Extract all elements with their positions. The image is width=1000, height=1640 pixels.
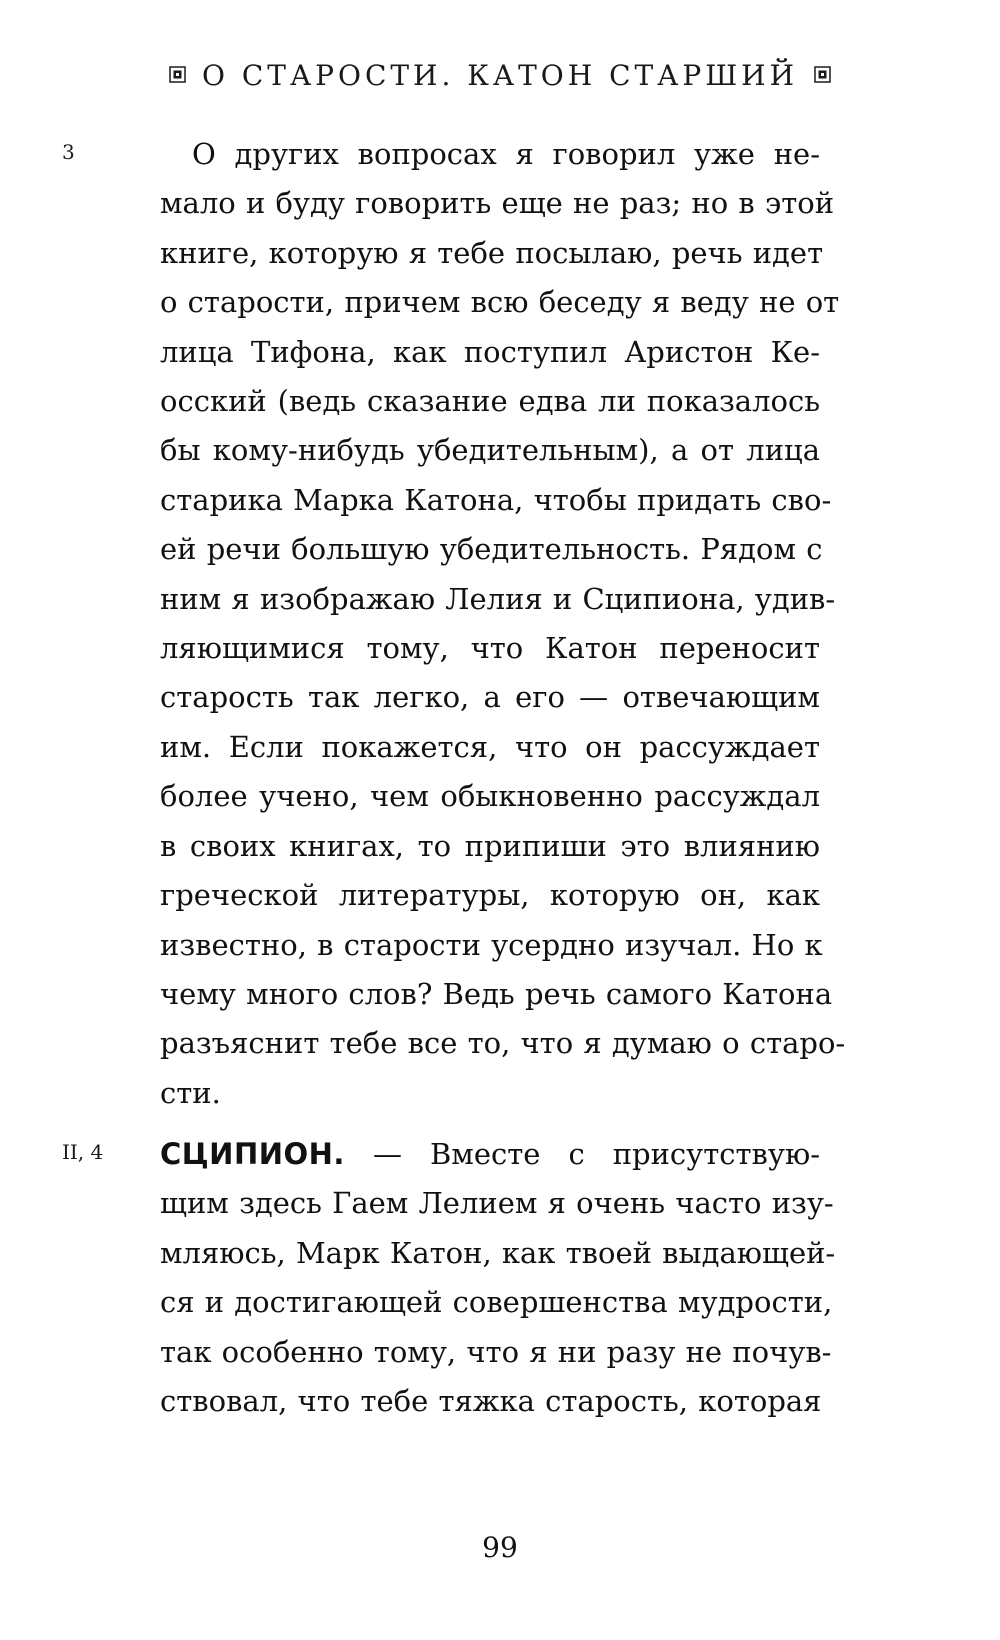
square-ornament-icon xyxy=(169,66,186,83)
running-header-title: О СТАРОСТИ. КАТОН СТАРШИЙ xyxy=(201,59,799,92)
text-line: чему много слов? Ведь речь самого Катона xyxy=(160,976,833,1011)
text-line: ся и достигающей совершенства мудрости, xyxy=(160,1285,833,1320)
paragraph-II-4 xyxy=(160,1130,836,1426)
text-line: осский (ведь сказание едва ли показалось xyxy=(160,384,820,419)
text-line: ей речи большую убедительность. Рядом с xyxy=(160,532,823,567)
text-line: ним я изображаю Лелия и Сципиона, удив- xyxy=(160,581,836,616)
text-line: старость так легко, а его — отвечающим xyxy=(160,680,820,715)
square-ornament-icon xyxy=(814,66,831,83)
text-line: так особенно тому, что я ни разу не почув- xyxy=(160,1334,832,1369)
text-line: известно, в старости усердно изучал. Но к xyxy=(160,927,823,962)
text-line: сти. xyxy=(160,1075,221,1110)
text-line: бы кому-нибудь убедительным), а от лица xyxy=(160,433,820,468)
text-line: мало и буду говорить еще не раз; но в этой xyxy=(160,186,835,221)
text-line: ляющимися тому, что Катон переносит xyxy=(160,631,820,666)
running-header xyxy=(0,58,1000,94)
speaker-name: СЦИПИОН. xyxy=(160,1137,345,1171)
text-line: книге, которую я тебе посылаю, речь идет xyxy=(160,235,824,270)
text-line: мляюсь, Марк Катон, как твоей выдающей- xyxy=(160,1235,836,1270)
text-line: более учено, чем обыкновенно рассуждал xyxy=(160,779,820,814)
text-line: разъяснит тебе все то, что я думаю о старо- xyxy=(160,1026,846,1061)
text-line: лица Тифона, как поступил Аристон Ке- xyxy=(160,334,820,369)
section-marker-II-4: II, 4 xyxy=(62,1140,104,1164)
text-line: щим здесь Гаем Лелием я очень часто изу- xyxy=(160,1186,834,1221)
page-number: 99 xyxy=(482,1531,518,1564)
text-line: о старости, причем всю беседу я веду не от xyxy=(160,285,840,320)
section-marker-3: 3 xyxy=(62,140,75,164)
paragraph-3 xyxy=(160,130,846,1118)
text-line: О других вопросах я говорил уже не- xyxy=(192,137,820,171)
text-line: старика Марка Катона, чтобы придать сво- xyxy=(160,482,832,517)
text-line: греческой литературы, которую он, как xyxy=(160,878,820,913)
text-line: ствовал, что тебе тяжка старость, которая xyxy=(160,1384,822,1419)
text-line xyxy=(160,1130,820,1179)
text-line: в своих книгах, то припиши это влиянию xyxy=(160,828,820,863)
text-line: им. Если покажется, что он рассуждает xyxy=(160,729,820,764)
speaker-line-rest: — Вместе с присутствую- xyxy=(344,1137,820,1171)
